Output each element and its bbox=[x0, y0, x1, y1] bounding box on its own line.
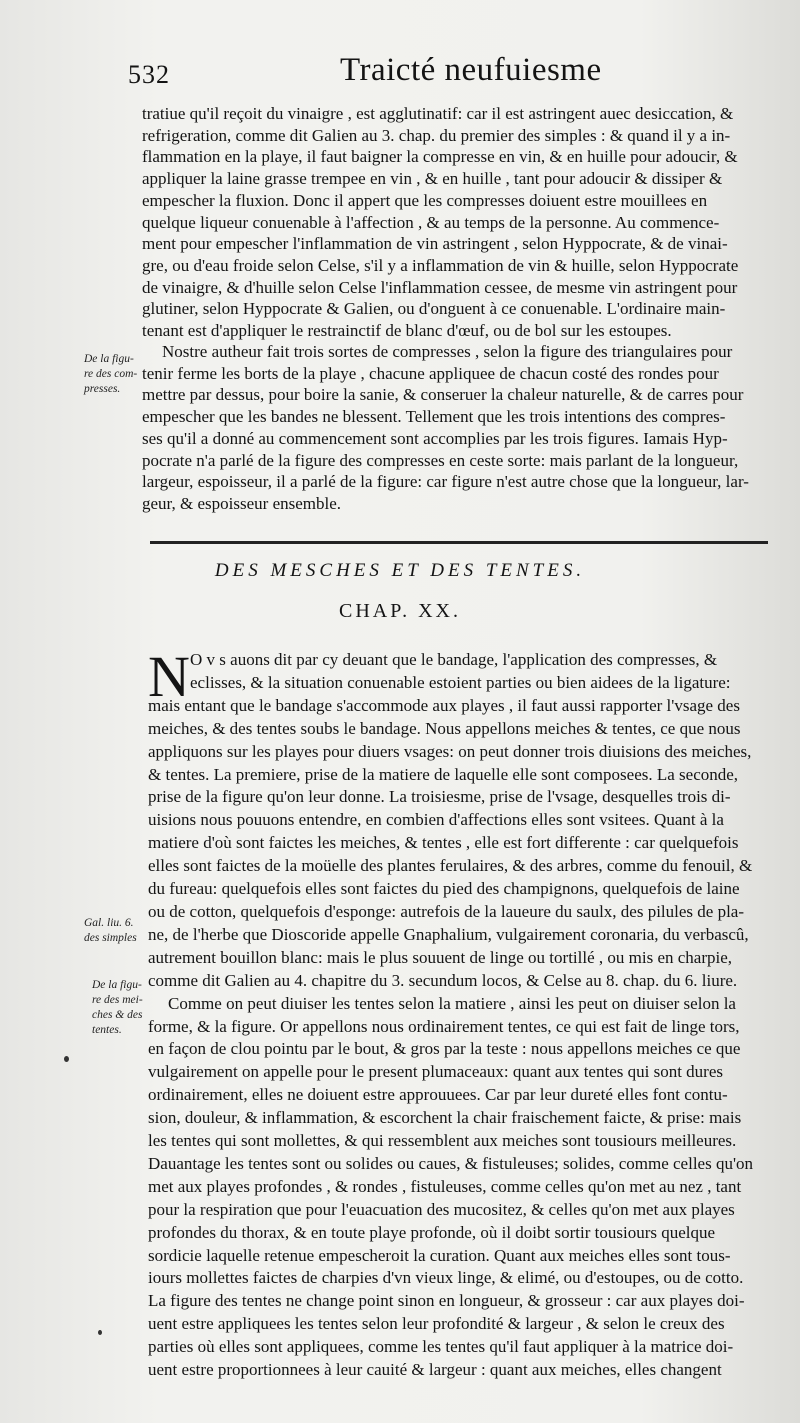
text-line: eclisses, & la situation conuenable estoient parties ou bien aidees de la ligature: bbox=[190, 672, 731, 692]
text-line: glutiner, selon Hyppocrate & Galien, ou d'onguent à ce conuenable. L'ordinaire main- bbox=[142, 299, 726, 319]
top-paragraph bbox=[142, 103, 770, 342]
text-line: matiere d'où sont faictes les meiches, & tentes , elle est fort differente : car quelquefois bbox=[148, 833, 739, 853]
chapter-title: CHAP. XX. bbox=[338, 600, 462, 622]
text-line: tratiue qu'il reçoit du vinaigre , est agglutinatif: car il est astringent auec desiccation, & bbox=[142, 104, 734, 123]
text-line: Dauantage les tentes sont ou solides ou caues, & fistuleuses; solides, comme celles qu'on bbox=[148, 1153, 754, 1173]
text-line: profondes du thorax, & en toute playe profonde, où il doibt sortir tousiours quelque bbox=[148, 1222, 716, 1242]
text-line: Comme on peut diuiser les tentes selon la matiere , ainsi les peut on diuiser selon la bbox=[168, 993, 736, 1013]
running-title: Traicté neufuiesme bbox=[340, 52, 602, 88]
text-line: Nostre autheur fait trois sortes de compresses , selon la figure des triangulaires pour bbox=[162, 342, 733, 361]
text-line: elles sont faictes de la moüelle des plantes ferulaires, & des arbres, comme du fenouil, & bbox=[148, 856, 753, 876]
text-line: O v s auons dit par cy deuant que le bandage, l'application des compresses, & bbox=[190, 650, 718, 669]
margin-note-line: re des mei- bbox=[92, 994, 143, 1006]
text-line: uisions nous pouuons entendre, en combien d'affections elles sont vsitees. Quant à la bbox=[148, 810, 724, 830]
page-number: 532 bbox=[128, 60, 170, 89]
section-title: DES MESCHES ET DES TENTES. bbox=[214, 560, 586, 581]
margin-note-line: ches & des bbox=[92, 1009, 143, 1021]
text-line: La figure des tentes ne change point sinon en longueur, & grosseur : car aux playes doi- bbox=[148, 1291, 745, 1311]
text-line: quelque liqueur conuenable à l'affection , & au temps de la personne. Au commence- bbox=[142, 212, 720, 232]
margin-note-meches bbox=[92, 978, 143, 1038]
text-line: meiches, & des tentes soubs le bandage. Nous appellons meiches & tentes, ce que nous bbox=[148, 718, 741, 738]
margin-note-galen bbox=[84, 916, 137, 946]
text-line: du fureau: quelquefois elles sont faictes du pied des champignons, quelquefois de laine bbox=[148, 879, 740, 899]
margin-note-line: De la figu- bbox=[84, 353, 134, 365]
text-line: ordinairement, elles ne doiuent estre approuuees. Car par leur dureté elles font contu- bbox=[148, 1085, 728, 1105]
text-line: gre, ou d'eau froide selon Celse, s'il y a inflammation de vin & huille, selon Hyppocrate bbox=[142, 255, 739, 275]
text-line: les tentes qui sont mollettes, & qui ressemblent aux meiches sont tousiours meilleures. bbox=[148, 1131, 737, 1151]
text-line: autrement bouillon blanc: mais le plus souuent de linge ou tortillé , ou mis en charpie, bbox=[148, 947, 733, 967]
text-line: sion, douleur, & inflammation, & escorchent la chair fraischement faicte, & prise: mais bbox=[148, 1108, 742, 1128]
text-line: largeur, espoisseur, il a parlé de la figure: car figure n'est autre chose que la longueur, lar- bbox=[142, 472, 749, 492]
text-line: ses qu'il a donné au commencement sont accomplies par les trois figures. Iamais Hyp- bbox=[142, 428, 728, 448]
margin-note-compresses bbox=[84, 352, 137, 397]
margin-note-line: De la figu- bbox=[92, 979, 142, 991]
text-line: sordicie laquelle retenue empescheroit la curation. Quant aux meiches elles sont tous- bbox=[148, 1245, 731, 1265]
text-line: de vinaigre, & d'huille selon Celse l'inflammation cessee, de mesme vin astringent pour bbox=[142, 277, 738, 297]
text-line: ment pour empescher l'inflammation de vin astringent , selon Hyppocrate, & de vinai- bbox=[142, 234, 728, 254]
compresses-paragraph bbox=[142, 341, 770, 515]
margin-note-line: des simples bbox=[84, 932, 137, 944]
text-line: uent estre appliquees les tentes selon leur profondité & largeur , & selon le creux des bbox=[148, 1314, 725, 1334]
text-line: parties où elles sont appliquees, comme les tentes qu'il faut appliquer à la matrice doi- bbox=[148, 1337, 734, 1357]
text-line: tenir ferme les borts de la playe , chacune appliquee de chacun costé des rondes pour bbox=[142, 363, 719, 383]
text-line: refrigeration, comme dit Galien au 3. chap. du premier des simples : & quand il y a in- bbox=[142, 125, 731, 145]
text-line: prise de la figure qu'on leur donne. La troisiesme, prise de l'vsage, desquelles trois di- bbox=[148, 787, 731, 807]
text-line: empescher la fluxion. Donc il appert que les compresses doiuent estre mouillees en bbox=[142, 190, 708, 210]
margin-note-line: re des com- bbox=[84, 368, 138, 380]
text-line: appliquer la laine grasse trempee en vin , & en huille , tant pour adoucir & dissiper & bbox=[142, 169, 723, 189]
drop-cap: N bbox=[148, 644, 190, 709]
text-line: mettre par dessus, pour boire la sanie, & conseruer la chaleur naturelle, & de carres pour bbox=[142, 385, 744, 405]
text-line: empescher que les bandes ne blessent. Tellement que les trois intentions des compres- bbox=[142, 407, 726, 427]
text-line: iours mollettes faictes de charpies d'vn vieux linge, & elimé, ou d'estoupes, ou de cotto. bbox=[148, 1268, 744, 1288]
chapter-body bbox=[148, 644, 780, 1382]
text-line: ou de cotton, quelquefois d'esponge: autrefois de la laueure du saulx, des pilules de pla- bbox=[148, 901, 745, 921]
margin-note-line: Gal. liu. 6. bbox=[84, 917, 134, 929]
text-line: & tentes. La premiere, prise de la matiere de laquelle elle sont composees. La seconde, bbox=[148, 764, 739, 784]
section-divider bbox=[150, 541, 768, 544]
text-line: forme, & la figure. Or appellons nous ordinairement tentes, ce qui est fait de linge tors, bbox=[148, 1016, 740, 1036]
text-line: flammation en la playe, il faut baigner la compresse en vin, & en huille pour adoucir, & bbox=[142, 147, 738, 167]
ink-speck bbox=[98, 1330, 102, 1335]
text-line: pour la respiration que pour l'euacuation des mucositez, & celles qu'on met aux playes bbox=[148, 1199, 735, 1219]
text-line: geur, & espoisseur ensemble. bbox=[142, 493, 342, 513]
text-line: appliquons sur les playes pour diuers vsages: on peut donner trois diuisions des meiches, bbox=[148, 741, 752, 761]
text-line: comme dit Galien au 4. chapitre du 3. secundum locos, & Celse au 8. chap. du 6. liure. bbox=[148, 970, 738, 990]
text-line: vulgairement on appelle pour le present plumaceaux: quant aux tentes qui sont dures bbox=[148, 1062, 723, 1082]
text-line: uent estre proportionnees à leur cauité & largeur : quant aux meiches, elles changent bbox=[148, 1360, 722, 1380]
text-line: mais entant que le bandage s'accommode aux playes , il faut aussi rapporter l'vsage des bbox=[148, 695, 740, 715]
text-line: ne, de l'herbe que Dioscoride appelle Gnaphalium, vulgairement coronaria, du verbascû, bbox=[148, 924, 749, 944]
text-line: tenant est d'appliquer le restrainctif de blanc d'œuf, ou de bol sur les estoupes. bbox=[142, 321, 672, 341]
margin-note-line: tentes. bbox=[92, 1024, 122, 1036]
ink-speck bbox=[64, 1056, 69, 1062]
text-line: en façon de clou pointu par le bout, & gros par la teste : nous appellons meiches ce que bbox=[148, 1039, 741, 1059]
margin-note-line: presses. bbox=[84, 383, 121, 395]
text-line: met aux playes profondes , & rondes , fistuleuses, comme celles qu'on met au nez , tant bbox=[148, 1176, 742, 1196]
text-line: pocrate n'a parlé de la figure des compresses en ceste sorte: mais parlant de la longueur, bbox=[142, 450, 739, 470]
